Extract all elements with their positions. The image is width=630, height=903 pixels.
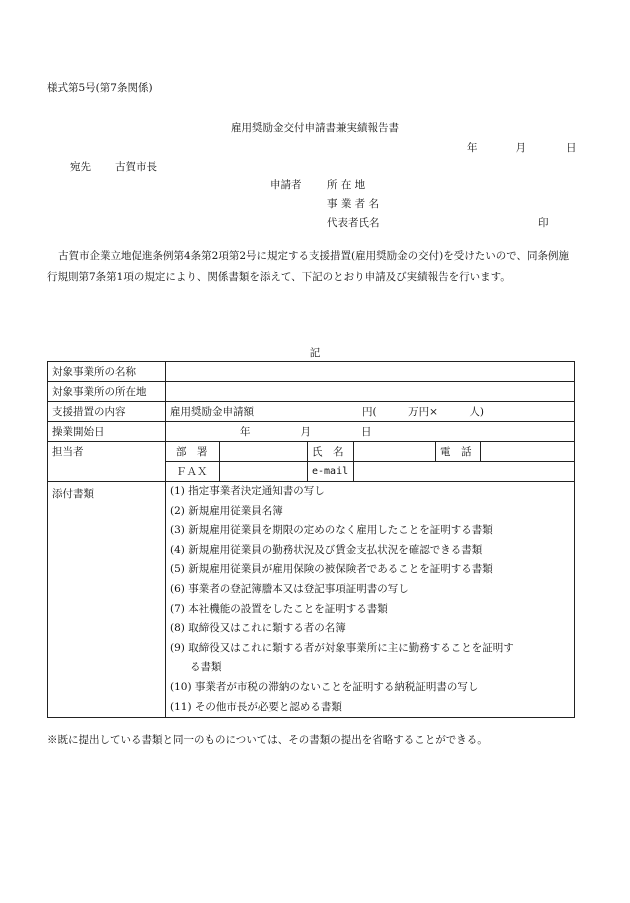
date-year: 年 — [467, 142, 478, 154]
email-field[interactable] — [354, 462, 575, 482]
table-row — [48, 442, 575, 462]
applicant-representative-label: 代表者氏名 — [327, 217, 380, 229]
start-date-field[interactable] — [166, 422, 575, 442]
date-line — [467, 140, 577, 155]
table-row — [48, 362, 575, 382]
table-row — [48, 402, 575, 422]
facility-name-label: 対象事業所の名称 — [48, 362, 166, 382]
addressee-label: 宛先 — [70, 161, 91, 173]
list-item: (6) 事業者の登記簿謄本又は登記事項証明書の写し — [170, 582, 409, 595]
name-field[interactable] — [354, 442, 436, 462]
phone-field[interactable] — [481, 442, 575, 462]
application-table — [47, 361, 575, 718]
seal-mark: 印 — [538, 217, 549, 229]
start-year: 年 — [240, 426, 251, 438]
contact-label: 担当者 — [48, 442, 166, 482]
list-item: (8) 取締役又はこれに類する者の名簿 — [170, 622, 346, 635]
table-row — [48, 422, 575, 442]
facility-address-field[interactable] — [166, 382, 575, 402]
support-formula: 円( 万円× 人) — [362, 406, 484, 418]
ki-heading: 記 — [309, 347, 321, 359]
table-row — [48, 382, 575, 402]
support-label: 支援措置の内容 — [48, 402, 166, 422]
list-item: (2) 新規雇用従業員名簿 — [170, 504, 283, 517]
list-item: (3) 新規雇用従業員を期限の定めのなく雇用したことを証明する書類 — [170, 524, 493, 537]
attachments-list — [166, 482, 575, 718]
form-number: 様式第5号(第7条関係) — [47, 82, 153, 94]
fax-field[interactable] — [220, 462, 308, 482]
footnote: ※既に提出している書類と同一のものについては、その書類の提出を省略することができる。 — [47, 734, 488, 746]
list-item: (5) 新規雇用従業員が雇用保険の被保険者であることを証明する書類 — [170, 563, 493, 576]
email-label: e-mail — [308, 462, 354, 482]
name-label: 氏 名 — [308, 442, 354, 462]
list-item: (1) 指定事業者決定通知書の写し — [170, 485, 325, 497]
date-day: 日 — [566, 142, 577, 154]
body-text: 古賀市企業立地促進条例第4条第2項第2号に規定する支援措置(雇用奨励金の交付)を受けたいので、同条例施行規則第7条第1項の規定により、関係書類を添えて、下記のとおり申請及び実績報告を行います。 — [47, 250, 570, 283]
table-row — [48, 482, 575, 718]
start-day: 日 — [361, 426, 372, 438]
dept-label: 部 署 — [166, 442, 220, 462]
applicant-business-name-label: 事 業 者 名 — [327, 198, 380, 210]
support-item: 雇用奨励金申請額 — [170, 406, 254, 418]
date-month: 月 — [515, 142, 526, 154]
list-item-continuation: る書類 — [190, 661, 222, 674]
applicant-label: 申請者 — [270, 179, 302, 191]
attachments-label: 添付書類 — [48, 482, 166, 718]
applicant-address-label: 所 在 地 — [327, 179, 366, 191]
facility-address-label: 対象事業所の所在地 — [48, 382, 166, 402]
document-title: 雇用奨励金交付申請書兼実績報告書 — [231, 122, 399, 134]
phone-label: 電 話 — [436, 442, 481, 462]
list-item: (11) その他市長が必要と認める書類 — [170, 700, 342, 713]
list-item: (10) 事業者が市税の滞納のないことを証明する納税証明書の写し — [170, 680, 479, 693]
addressee — [70, 159, 157, 174]
start-date-label: 操業開始日 — [48, 422, 166, 442]
fax-label: ＦＡＸ — [166, 462, 220, 482]
facility-name-field[interactable] — [166, 362, 575, 382]
list-item: (9) 取締役又はこれに類する者が対象事業所に主に勤務することを証明す — [170, 641, 514, 654]
addressee-name: 古賀市長 — [115, 161, 157, 173]
support-field[interactable] — [166, 402, 575, 422]
list-item: (7) 本社機能の設置をしたことを証明する書類 — [170, 602, 388, 615]
dept-field[interactable] — [220, 442, 308, 462]
applicant-block — [270, 177, 402, 234]
list-item: (4) 新規雇用従業員の勤務状況及び賃金支払状況を確認できる書類 — [170, 543, 483, 556]
start-month: 月 — [300, 426, 311, 438]
